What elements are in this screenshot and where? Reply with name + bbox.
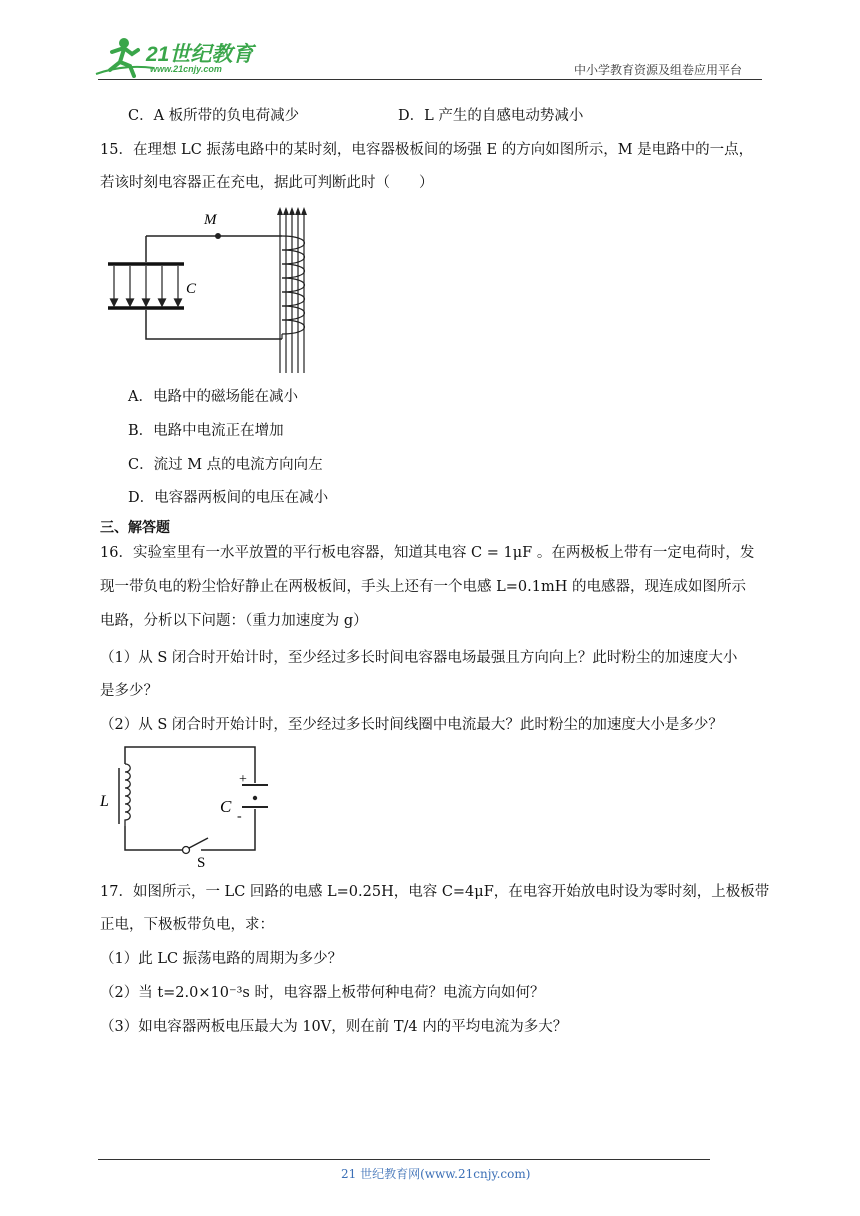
q14-option-d: D．L 产生的自感电动势减小 [398, 108, 584, 124]
q16-stem-line1: 16．实验室里有一水平放置的平行板电容器，知道其电容 C = 1μF 。在两极板上带有一定电荷时，发 [100, 545, 755, 561]
logo-url-text: www.21cnjy.com [150, 64, 222, 74]
point-m [215, 233, 221, 239]
switch-pivot [183, 847, 190, 854]
flux-arrows [277, 207, 307, 215]
q16-stem-line3: 电路，分析以下问题：（重力加速度为 g） [100, 613, 368, 629]
header-platform-text: 中小学教育资源及组卷应用平台 [574, 63, 743, 77]
q15-option-d: D．电容器两板间的电压在减小 [128, 490, 329, 506]
label-l: L [100, 793, 109, 810]
q17-sub2: （2）当 t=2.0×10⁻³s 时，电容器上板带何种电荷？电流方向如何？ [100, 985, 545, 1001]
q15-stem-line1: 15．在理想 LC 振荡电路中的某时刻，电容器极板间的场强 E 的方向如图所示，M 是电路中的一点， [100, 142, 754, 158]
logo-main-text: 21世纪教育 [146, 43, 254, 66]
q16-stem-line2: 现一带负电的粉尘恰好静止在两极板间，手头上还有一个电感 L=0.1mH 的电感器，现连成如图所示 [100, 579, 746, 595]
q15-option-a: A．电路中的磁场能在减小 [128, 389, 298, 405]
q15-option-b: B．电路中电流正在增加 [128, 423, 284, 439]
switch-lever [189, 838, 208, 848]
label-c: C [186, 281, 197, 297]
q17-sub1: （1）此 LC 振荡电路的周期为多少？ [100, 951, 343, 967]
label-m: M [204, 212, 217, 228]
q15-option-c: C．流过 M 点的电流方向向左 [128, 457, 323, 473]
inductor-icon [125, 764, 130, 826]
label-plus: + [239, 772, 247, 787]
footer-text[interactable]: 21 世纪教育网(www.21cnjy.com) [341, 1167, 531, 1181]
section-title: 三、解答题 [100, 520, 170, 536]
label-minus: - [237, 809, 242, 824]
inductor-coil [280, 213, 305, 373]
dust-particle [253, 796, 257, 800]
q16-figure [96, 740, 276, 872]
label-s: S [197, 855, 206, 871]
q15-stem-line2: 若该时刻电容器正在充电，据此可判断此时（ ） [100, 175, 434, 191]
q17-sub3: （3）如电容器两板电压最大为 10V，则在前 T/4 内的平均电流为多大？ [100, 1019, 568, 1035]
q14-option-c: C．A 板所带的负电荷减少 [128, 108, 300, 124]
header-rule [98, 79, 762, 80]
q16-sub1-line1: （1）从 S 闭合时开始计时，至少经过多长时间电容器电场最强且方向向上？此时粉尘的加速度大小 [100, 650, 738, 666]
q16-sub2: （2）从 S 闭合时开始计时，至少经过多长时间线圈中电流最大？此时粉尘的加速度大小是多少？ [100, 717, 723, 733]
q15-figure [100, 205, 340, 375]
q17-stem-line1: 17．如图所示，一 LC 回路的电感 L=0.25H，电容 C=4μF，在电容开始放电时设为零时刻，上极板带 [100, 884, 770, 900]
label-c2: C [220, 797, 232, 816]
footer-rule [98, 1159, 710, 1160]
q16-sub1-line2: 是多少？ [100, 683, 158, 699]
q17-stem-line2: 正电，下极板带负电，求： [100, 917, 274, 933]
field-arrows [111, 266, 182, 306]
